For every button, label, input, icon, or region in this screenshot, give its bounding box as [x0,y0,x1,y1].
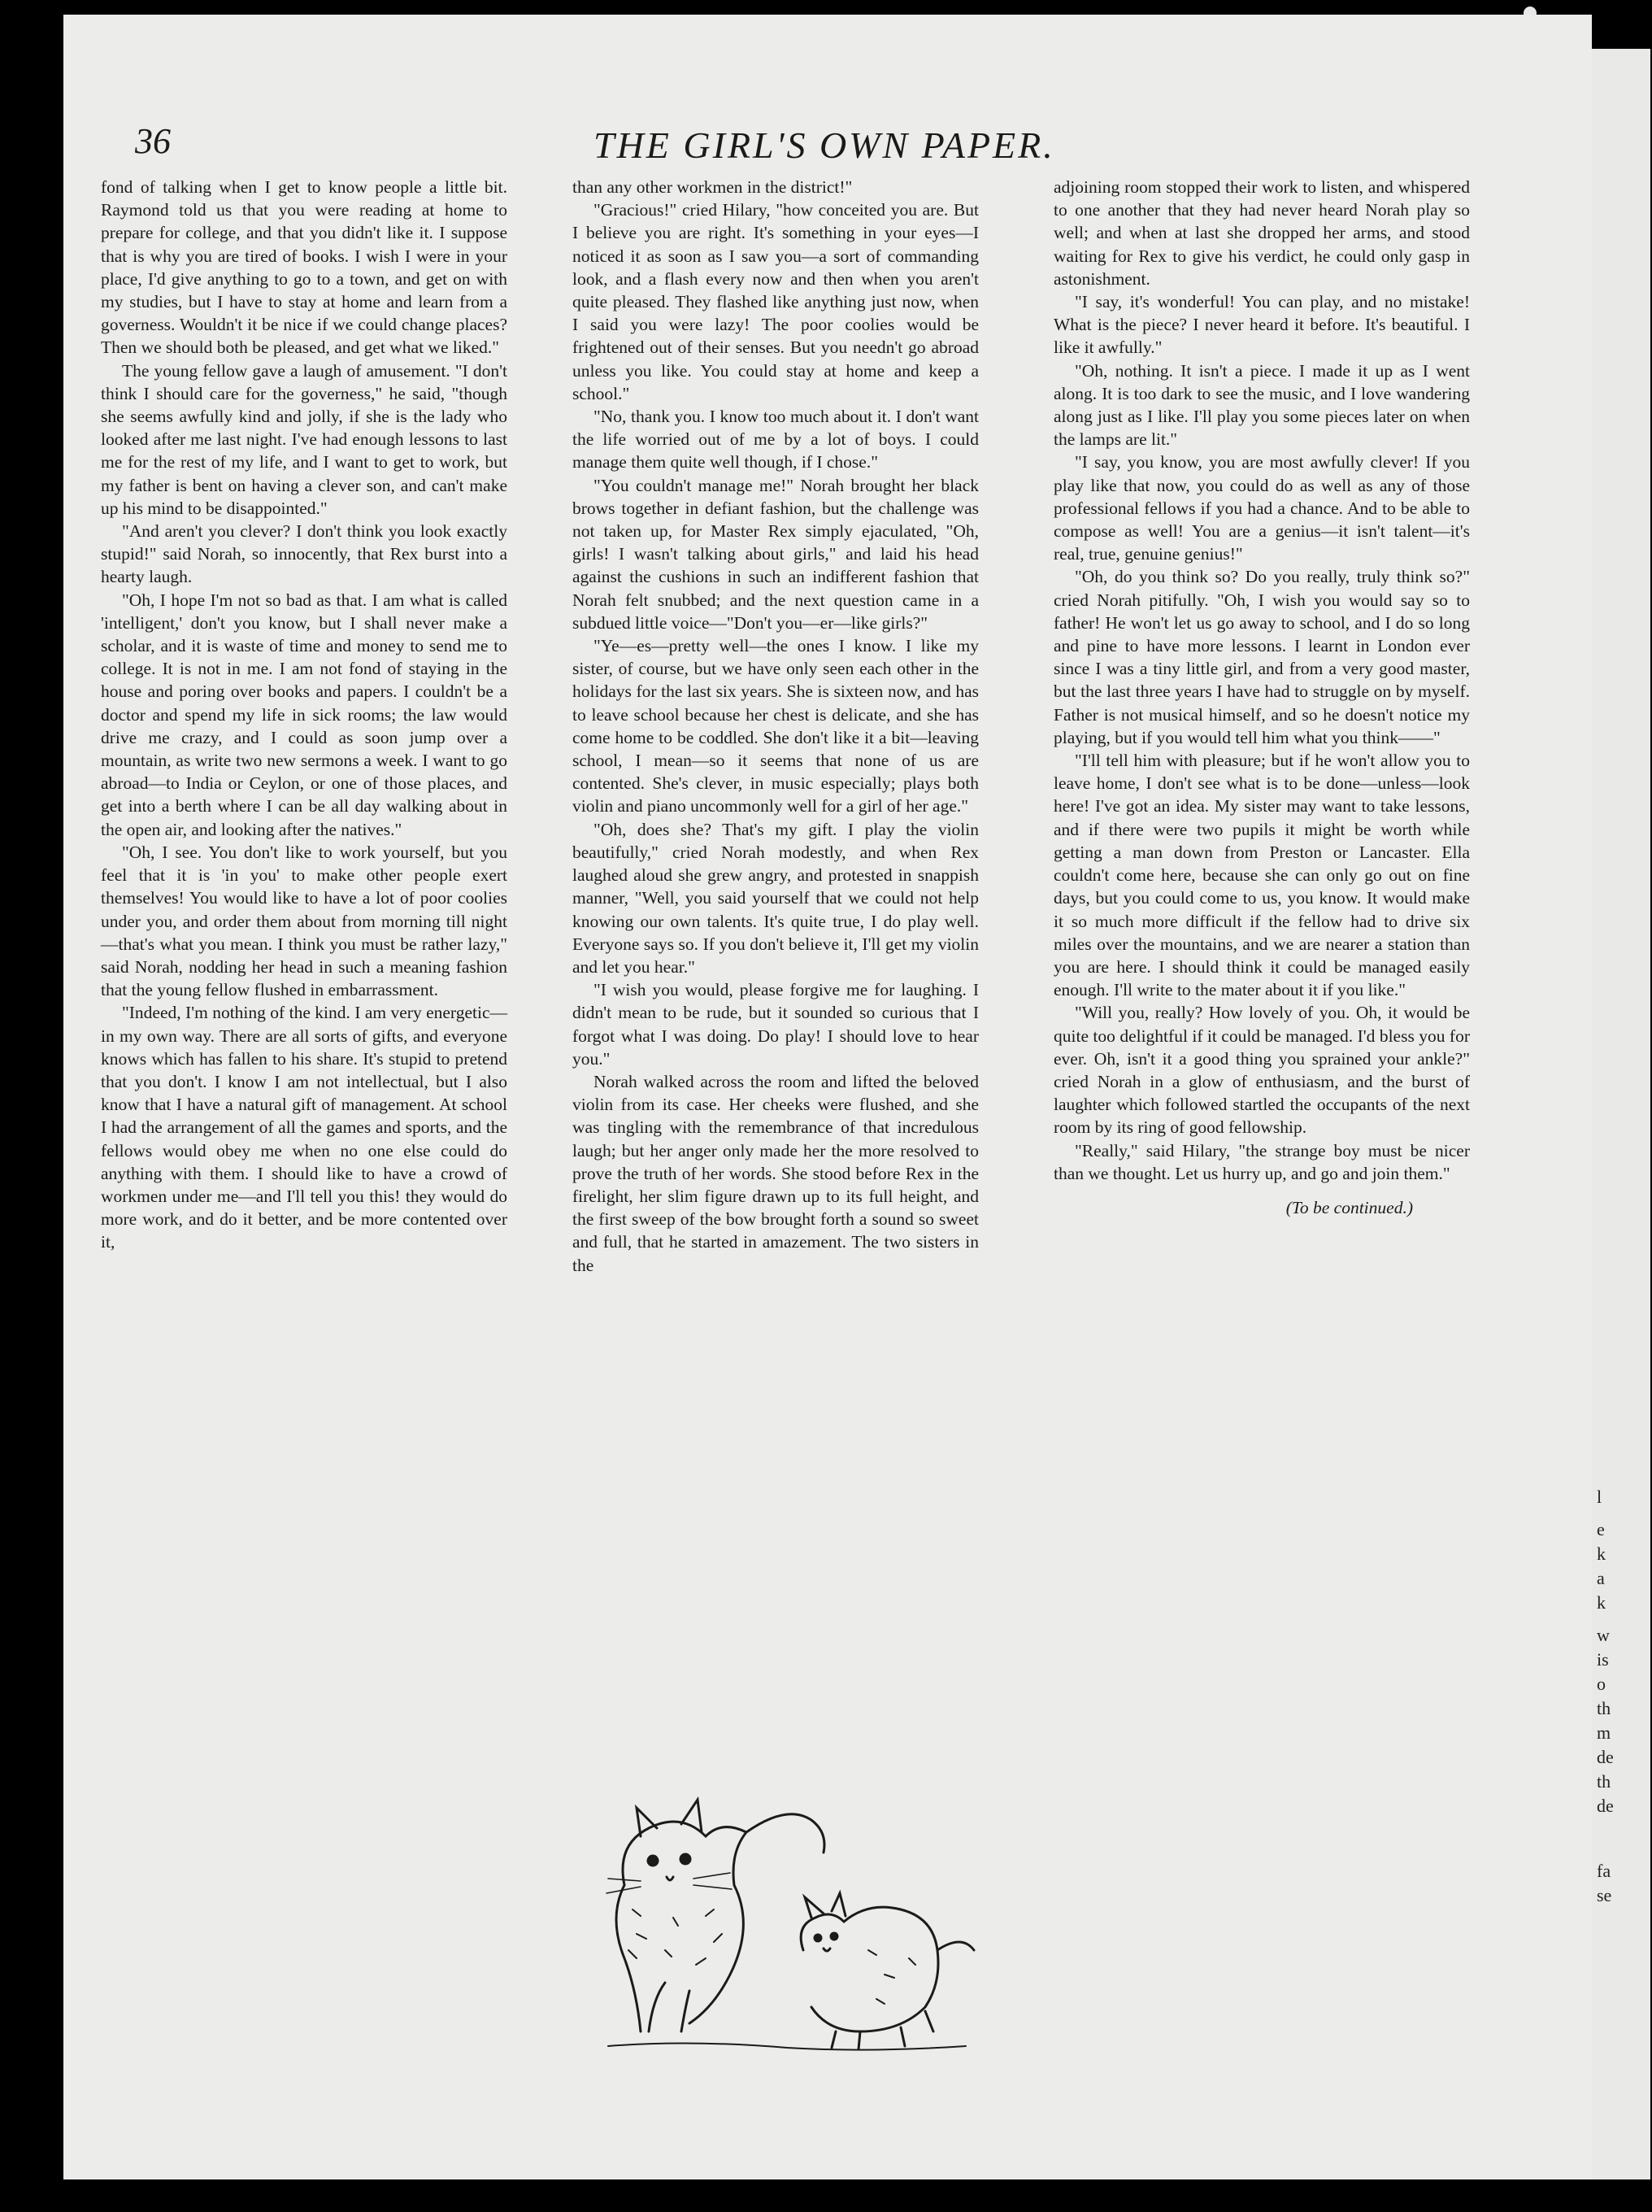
paragraph: "You couldn't manage me!" Norah brought her black brows together in defiant fashion, but the challenge was not taken up, for Master Rex simply ejaculated, "Oh, girls! I wasn't talking about girls," and laid his head against the cushions in such an indifferent fashion that Norah felt snubbed; and the next question came in a subdued little voice—"Don't you—er—like girls?" [572,475,979,633]
paragraph: The young fellow gave a laugh of amusement. "I don't think I should care for the governess," he said, "though she seems awfully kind and jolly, if she is the lady who looked after me last night. I've had enough lessons to last me for the rest of my life, and I want to get to work, but my father is bent on having a clever son, and can't make up his mind to be disappointed." [101,360,507,518]
paragraph: "I say, you know, you are most awfully clever! If you play like that now, you could do as well as any of those professional fellows if you had a chance. And to be able to compose as well! You are a genius—it isn't talent—it's real, true, genuine genius!" [1054,452,1470,564]
margin-fragment: w [1597,1625,1610,1645]
paragraph: than any other workmen in the district!" [572,177,853,197]
text-column-1 [101,176,507,1254]
margin-fragment: o [1597,1674,1606,1694]
page [63,15,1592,2179]
margin-fragment: m [1597,1722,1611,1743]
paragraph: "Indeed, I'm nothing of the kind. I am very energetic—in my own way. There are all sorts of gifts, and everyone knows which has fallen to his share. It's stupid to pretend that you don't. I know I am not intellectual, but I also know that I have a natural gift of management. At school I had the arrangement of all the games and sports, and the fellows would obey me when no one else could do anything with them. I should like to have a crowd of workmen under me—and I'll tell you this! they would do more work, and do it better, and be more contented over it, [101,1003,507,1252]
page-number: 36 [135,121,171,161]
paragraph: "I'll tell him with pleasure; but if he won't allow you to leave home, I don't see what is to be done—unless—look here! I've got an idea. My sister may want to take lessons, and if there were two pupils it might be worth while getting a man down from Preston or Lancaster. Ella couldn't come here, because she can only go out on fine days, but you could come to us, you know. It would make it so much more difficult if the fellow had to drive six miles over the mountains, and we are nearer a station than you are here. I should think it could be managed easily enough. I'll write to the mater about it if you like." [1054,751,1470,1000]
margin-fragment: is [1597,1649,1609,1670]
paragraph: "I wish you would, please forgive me for laughing. I didn't mean to be rude, but it sounded so curious that I forgot what I was doing. Do play! I should love to hear you." [572,980,979,1069]
paragraph: "Oh, do you think so? Do you really, truly think so?" cried Norah pitifully. "Oh, I wish you would say so to father! He won't let us go away to school, and I do so long and pine to have more lessons. I learnt in London ever since I was a tiny little girl, and from a very good master, but the last three years I have had to struggle on by myself. Father is not musical himself, and so he doesn't notice my playing, but if you would tell him what you think——" [1054,567,1470,747]
margin-fragment: l [1597,1487,1602,1507]
journal-title: THE GIRL'S OWN PAPER. [593,124,1055,166]
paragraph: fond of talking when I get to know people a little bit. Raymond told us that you were reading at home to prepare for college, and that you didn't like it. I suppose that is why you are tired of books. I wish I were in your place, I'd give anything to go to a town, and get on with my studies, but I have to stay at home and learn from a governess. Wouldn't it be nice if we could change places? Then we should both be pleased, and get what we liked." [101,177,507,358]
margin-fragment: k [1597,1592,1606,1613]
paragraph: "Oh, I hope I'm not so bad as that. I am what is called 'intelligent,' don't you know, but I shall never make a scholar, and it is waste of time and money to send me to college. It is not in me. I am not fond of staying in the house and poring over books and papers. I couldn't be a doctor and spend my life in sick rooms; the law would drive me crazy, and I could as soon jump over a mountain, as write two new sermons a week. I want to go abroad—to India or Ceylon, or one of those places, and get into a berth where I can be all day walking about in the open air, and looking after the natives." [101,590,507,839]
paragraph: "Oh, nothing. It isn't a piece. I made it up as I went along. It is too dark to see the music, and I love wandering along just as I like. I'll play you some pieces later on when the lamps are lit." [1054,360,1470,450]
margin-fragment: k [1597,1544,1606,1564]
adjacent-page-strip [1592,49,1650,2179]
to-be-continued: (To be continued.) [1285,1197,1413,1217]
paragraph: "Gracious!" cried Hilary, "how conceited you are. But I believe you are right. It's something in your eyes—I noticed it as soon as I saw you—a sort of commanding look, and a flash every now and then when you aren't quite pleased. They flashed like anything just now, when I said you were lazy! The poor coolies would be frightened out of their senses. But you needn't go abroad unless you like. You could stay at home and keep a school." [572,200,979,403]
text-column-3 [1054,176,1470,1219]
margin-fragment: se [1597,1885,1612,1905]
paragraph: adjoining room stopped their work to listen, and whispered to one another that they had never heard Norah play so well; and when at last she dropped her arms, and stood waiting for Rex to give his verdict, he could only gasp in astonishment. [1054,177,1470,289]
margin-fragment: th [1597,1698,1611,1718]
paragraph: "Will you, really? How lovely of you. Oh, it would be quite too delightful if it could be managed. I'd bless you for ever. Oh, isn't it a good thing you sprained your ankle?" cried Norah in a glow of enthusiasm, and the burst of laughter which followed startled the occupants of the next room by its ring of good fellowship. [1054,1003,1470,1138]
margin-fragment: th [1597,1771,1611,1792]
paragraph: Norah walked across the room and lifted the beloved violin from its case. Her cheeks were flushed, and she was tingling with the remembrance of that incredulous laugh; but her anger only made her the more resolved to prove the truth of her words. She stood before Rex in the firelight, her slim figure drawn up to its full height, and the first sweep of the bow brought forth a sound so sweet and full, that he started in amazement. The two sisters in the [572,1071,979,1275]
paragraph: "And aren't you clever? I don't think you look exactly stupid!" said Norah, so innocently, that Rex burst into a hearty laugh. [101,521,507,587]
text-column-2 [572,176,979,1277]
paragraph: "No, thank you. I know too much about it. I don't want the life worried out of me by a lot of boys. I could manage them quite well though, if I chose." [572,407,979,472]
paragraph: "Oh, does she? That's my gift. I play the violin beautifully," cried Norah modestly, and when Rex laughed aloud she grew angry, and protested in snappish manner, "Well, you said yourself that we could not help knowing our own talents. It's quite true, I do play well. Everyone says so. If you don't believe it, I'll get my violin and let you hear." [572,819,979,977]
margin-fragment: e [1597,1519,1605,1539]
margin-fragment: a [1597,1568,1605,1588]
paragraph: "Oh, I see. You don't like to work yourself, but you feel that it is 'in you' to make other people exert themselves! You would like to have a lot of poor coolies under you, and order them about from morning till night—that's what you mean. I think you must be rather lazy," said Norah, nodding her head in such a meaning fashion that the young fellow flushed in embarrassment. [101,842,507,1000]
margin-fragment: de [1597,1747,1614,1767]
margin-fragment: de [1597,1796,1614,1816]
paragraph: "I say, it's wonderful! You can play, and no mistake! What is the piece? I never heard it before. It's beautiful. I like it awfully." [1054,292,1470,358]
cats-illustration [592,1787,982,2056]
paragraph: "Really," said Hilary, "the strange boy must be nicer than we thought. Let us hurry up, and go and join them." [1054,1140,1470,1183]
paragraph: "Ye—es—pretty well—the ones I know. I like my sister, of course, but we have only seen each other in the holidays for the last six years. She is sixteen now, and has to leave school because her chest is delicate, and she has come home to be coddled. She don't like it a bit—leaving school, I mean—so it seems that none of us are contented. She's clever, in music especially; plays both violin and piano uncommonly well for a girl of her age." [572,636,979,816]
margin-fragment: fa [1597,1861,1611,1881]
